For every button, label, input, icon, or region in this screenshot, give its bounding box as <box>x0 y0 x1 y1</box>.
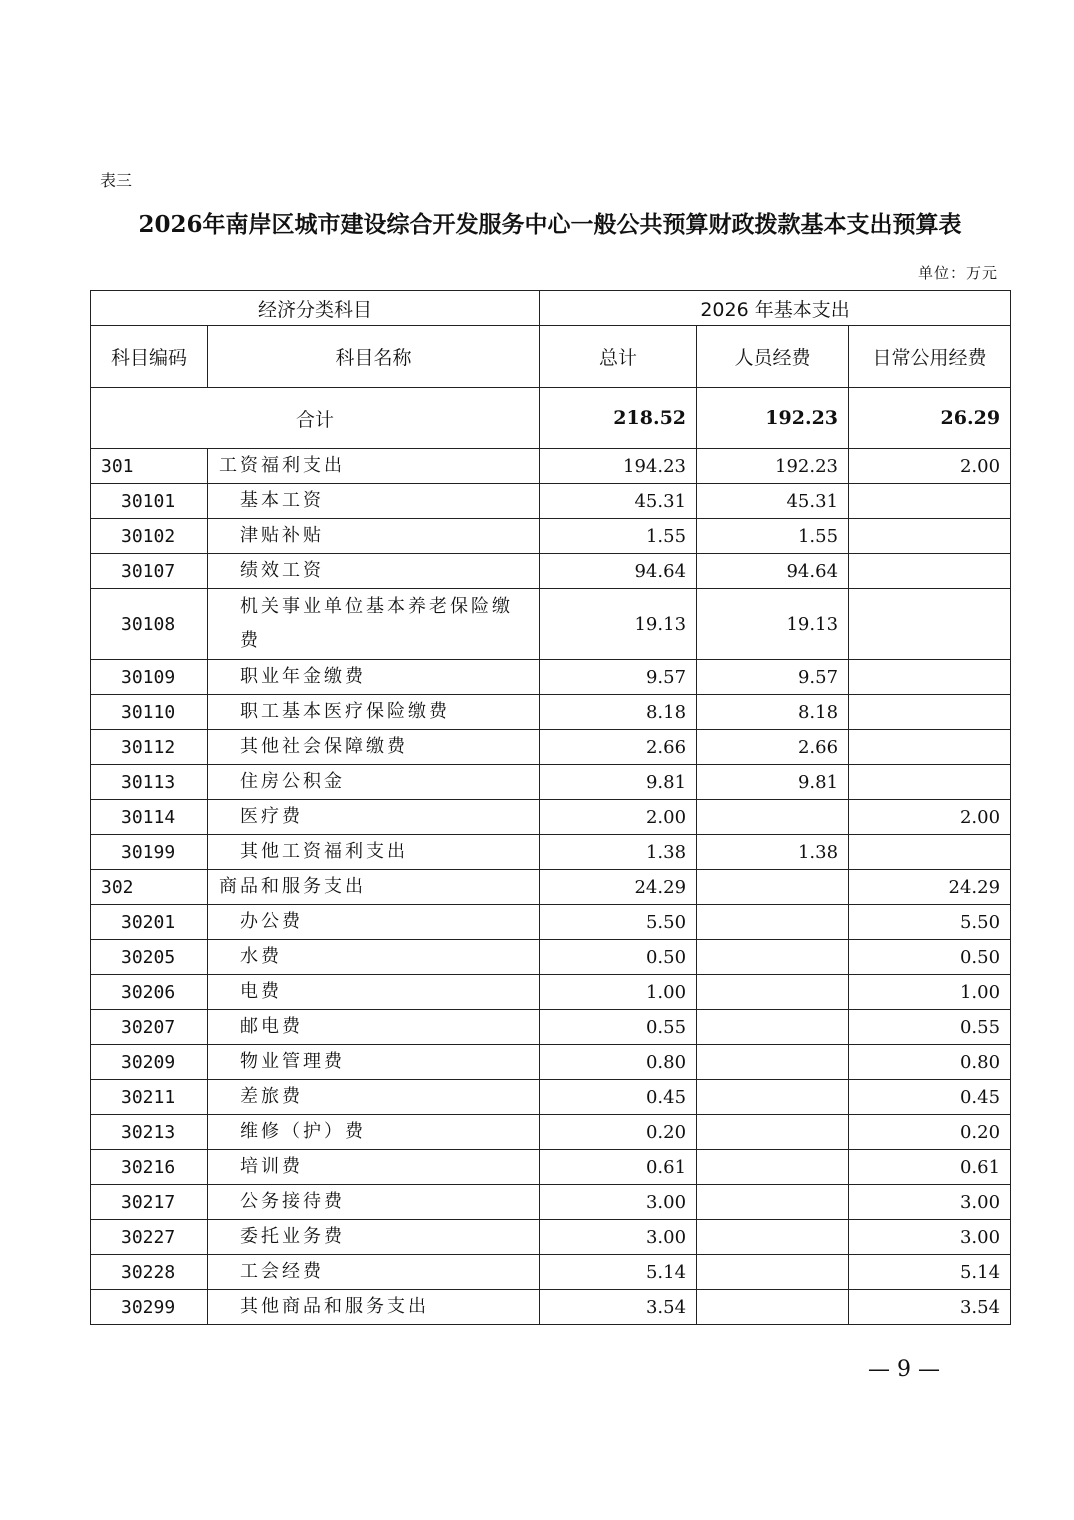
table-row <box>91 554 1011 589</box>
header-economic-category: 经济分类科目 <box>91 291 540 326</box>
total-total: 218.52 <box>540 388 697 449</box>
row-total: 0.80 <box>540 1045 697 1080</box>
row-personnel: 45.31 <box>697 484 849 519</box>
row-name: 住房公积金 <box>208 765 540 800</box>
table-row <box>91 1220 1011 1255</box>
table-row <box>91 975 1011 1010</box>
row-daily <box>849 730 1011 765</box>
row-code: 30107 <box>91 554 208 589</box>
row-name: 物业管理费 <box>208 1045 540 1080</box>
row-code: 30211 <box>91 1080 208 1115</box>
row-personnel: 8.18 <box>697 695 849 730</box>
row-total: 0.50 <box>540 940 697 975</box>
row-code: 30299 <box>91 1290 208 1325</box>
row-daily <box>849 484 1011 519</box>
table-row <box>91 1255 1011 1290</box>
row-code: 30217 <box>91 1185 208 1220</box>
table-row <box>91 1185 1011 1220</box>
row-code: 30108 <box>91 589 208 660</box>
row-total: 2.00 <box>540 800 697 835</box>
row-name: 津贴补贴 <box>208 519 540 554</box>
row-code: 30201 <box>91 905 208 940</box>
table-row <box>91 800 1011 835</box>
row-code: 30112 <box>91 730 208 765</box>
table-label: 表三 <box>100 171 133 190</box>
row-code: 30113 <box>91 765 208 800</box>
row-name: 基本工资 <box>208 484 540 519</box>
row-code: 30227 <box>91 1220 208 1255</box>
table-row <box>91 589 1011 660</box>
table-row <box>91 660 1011 695</box>
row-daily <box>849 554 1011 589</box>
row-total: 45.31 <box>540 484 697 519</box>
row-personnel <box>697 975 849 1010</box>
table-row <box>91 940 1011 975</box>
row-daily: 0.45 <box>849 1080 1011 1115</box>
table-row <box>91 835 1011 870</box>
row-total: 0.20 <box>540 1115 697 1150</box>
row-total: 0.61 <box>540 1150 697 1185</box>
row-name: 其他商品和服务支出 <box>208 1290 540 1325</box>
row-code: 30213 <box>91 1115 208 1150</box>
row-code: 30109 <box>91 660 208 695</box>
total-personnel: 192.23 <box>697 388 849 449</box>
row-personnel <box>697 1290 849 1325</box>
row-personnel: 9.81 <box>697 765 849 800</box>
page-number: — 9 — <box>868 1357 940 1382</box>
row-total: 94.64 <box>540 554 697 589</box>
row-personnel <box>697 800 849 835</box>
row-total: 9.57 <box>540 660 697 695</box>
row-name: 其他工资福利支出 <box>208 835 540 870</box>
row-name: 机关事业单位基本养老保险缴费 <box>208 589 540 660</box>
row-daily <box>849 519 1011 554</box>
row-personnel: 94.64 <box>697 554 849 589</box>
row-total: 19.13 <box>540 589 697 660</box>
row-personnel <box>697 1045 849 1080</box>
row-total: 1.55 <box>540 519 697 554</box>
row-total: 24.29 <box>540 870 697 905</box>
table-row <box>91 1290 1011 1325</box>
row-personnel: 192.23 <box>697 449 849 484</box>
total-row <box>91 388 1011 449</box>
table-row <box>91 765 1011 800</box>
row-total: 8.18 <box>540 695 697 730</box>
table-row <box>91 1010 1011 1045</box>
row-name: 委托业务费 <box>208 1220 540 1255</box>
row-daily: 24.29 <box>849 870 1011 905</box>
row-name: 商品和服务支出 <box>208 870 540 905</box>
header-code: 科目编码 <box>91 326 208 388</box>
table-row <box>91 1115 1011 1150</box>
row-total: 2.66 <box>540 730 697 765</box>
row-name: 其他社会保障缴费 <box>208 730 540 765</box>
header-personnel: 人员经费 <box>697 326 849 388</box>
row-daily <box>849 835 1011 870</box>
row-daily: 0.61 <box>849 1150 1011 1185</box>
table-row <box>91 1045 1011 1080</box>
row-code: 30102 <box>91 519 208 554</box>
row-total: 9.81 <box>540 765 697 800</box>
row-name: 水费 <box>208 940 540 975</box>
row-total: 1.38 <box>540 835 697 870</box>
row-personnel <box>697 1255 849 1290</box>
row-total: 3.54 <box>540 1290 697 1325</box>
row-name: 培训费 <box>208 1150 540 1185</box>
table-row <box>91 695 1011 730</box>
row-daily: 0.20 <box>849 1115 1011 1150</box>
row-code: 302 <box>91 870 208 905</box>
row-personnel: 19.13 <box>697 589 849 660</box>
row-daily <box>849 695 1011 730</box>
row-name: 工会经费 <box>208 1255 540 1290</box>
row-personnel: 2.66 <box>697 730 849 765</box>
row-total: 3.00 <box>540 1185 697 1220</box>
row-code: 30228 <box>91 1255 208 1290</box>
header-basic-expenditure: 2026 年基本支出 <box>540 291 1011 326</box>
total-daily: 26.29 <box>849 388 1011 449</box>
row-daily: 3.00 <box>849 1185 1011 1220</box>
table-row <box>91 519 1011 554</box>
header-total: 总计 <box>540 326 697 388</box>
row-personnel: 1.55 <box>697 519 849 554</box>
row-personnel <box>697 940 849 975</box>
row-daily: 2.00 <box>849 800 1011 835</box>
page-title: 2026年南岸区城市建设综合开发服务中心一般公共预算财政拨款基本支出预算表 <box>138 211 962 238</box>
row-daily: 3.54 <box>849 1290 1011 1325</box>
table-row <box>91 870 1011 905</box>
row-personnel: 9.57 <box>697 660 849 695</box>
row-total: 0.45 <box>540 1080 697 1115</box>
table-row <box>91 484 1011 519</box>
row-personnel <box>697 870 849 905</box>
table-row <box>91 730 1011 765</box>
row-code: 30110 <box>91 695 208 730</box>
row-daily: 0.80 <box>849 1045 1011 1080</box>
table-row <box>91 449 1011 484</box>
row-total: 0.55 <box>540 1010 697 1045</box>
row-personnel <box>697 1150 849 1185</box>
row-daily <box>849 660 1011 695</box>
row-code: 30205 <box>91 940 208 975</box>
row-personnel: 1.38 <box>697 835 849 870</box>
row-name: 办公费 <box>208 905 540 940</box>
table-row <box>91 1080 1011 1115</box>
row-code: 30206 <box>91 975 208 1010</box>
header-daily: 日常公用经费 <box>849 326 1011 388</box>
row-total: 5.14 <box>540 1255 697 1290</box>
budget-table <box>90 290 1011 1325</box>
total-label: 合计 <box>91 388 540 449</box>
row-daily: 0.50 <box>849 940 1011 975</box>
row-total: 194.23 <box>540 449 697 484</box>
row-code: 30101 <box>91 484 208 519</box>
row-personnel <box>697 1010 849 1045</box>
row-daily <box>849 589 1011 660</box>
table-row <box>91 905 1011 940</box>
row-daily: 5.50 <box>849 905 1011 940</box>
row-name: 差旅费 <box>208 1080 540 1115</box>
row-daily: 5.14 <box>849 1255 1011 1290</box>
row-name: 维修（护）费 <box>208 1115 540 1150</box>
row-code: 30114 <box>91 800 208 835</box>
row-personnel <box>697 1185 849 1220</box>
row-name: 医疗费 <box>208 800 540 835</box>
row-personnel <box>697 1080 849 1115</box>
row-daily: 2.00 <box>849 449 1011 484</box>
row-name: 公务接待费 <box>208 1185 540 1220</box>
row-code: 30209 <box>91 1045 208 1080</box>
row-daily: 0.55 <box>849 1010 1011 1045</box>
row-code: 30216 <box>91 1150 208 1185</box>
row-name: 邮电费 <box>208 1010 540 1045</box>
row-total: 5.50 <box>540 905 697 940</box>
unit-label: 单位：万元 <box>917 264 998 282</box>
row-total: 3.00 <box>540 1220 697 1255</box>
row-daily: 1.00 <box>849 975 1011 1010</box>
row-personnel <box>697 1220 849 1255</box>
table-row <box>91 1150 1011 1185</box>
row-total: 1.00 <box>540 975 697 1010</box>
header-name: 科目名称 <box>208 326 540 388</box>
row-name: 职业年金缴费 <box>208 660 540 695</box>
row-name: 工资福利支出 <box>208 449 540 484</box>
row-name: 职工基本医疗保险缴费 <box>208 695 540 730</box>
row-personnel <box>697 905 849 940</box>
row-daily: 3.00 <box>849 1220 1011 1255</box>
row-name: 电费 <box>208 975 540 1010</box>
row-code: 30199 <box>91 835 208 870</box>
row-code: 301 <box>91 449 208 484</box>
row-name: 绩效工资 <box>208 554 540 589</box>
row-personnel <box>697 1115 849 1150</box>
row-code: 30207 <box>91 1010 208 1045</box>
row-daily <box>849 765 1011 800</box>
